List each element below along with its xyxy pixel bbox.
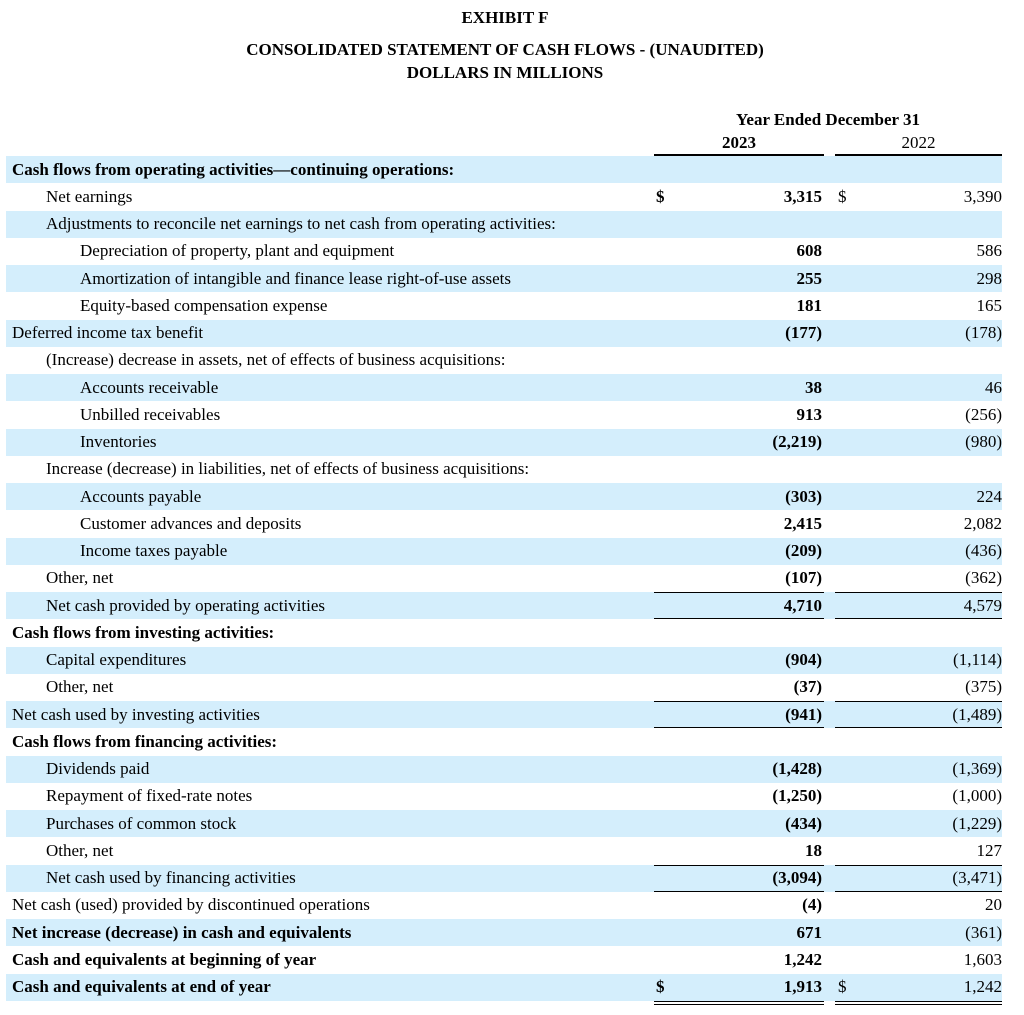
row-label: Customer advances and deposits	[80, 513, 302, 533]
row-label: Depreciation of property, plant and equipment	[80, 241, 395, 261]
value-2023: (434)	[785, 813, 822, 833]
table-row	[6, 483, 1002, 510]
cash-flow-table	[6, 156, 1002, 1001]
value-2023	[654, 728, 822, 755]
value-2022: (1,229)	[952, 813, 1002, 833]
table-row	[6, 974, 1002, 1001]
value-2023	[654, 211, 822, 238]
value-2023: (177)	[785, 323, 822, 343]
value-2022: 20	[985, 895, 1002, 915]
row-label: Net cash (used) provided by discontinued operations	[12, 895, 370, 915]
value-2023: 913	[796, 404, 822, 424]
table-row	[6, 211, 1002, 238]
table-row	[6, 320, 1002, 347]
subtotal-rule	[835, 865, 1002, 866]
table-row	[6, 810, 1002, 837]
value-2022: (375)	[965, 677, 1002, 697]
value-2023: (303)	[785, 486, 822, 506]
year-2022-header: 2022	[901, 133, 936, 152]
row-label: Deferred income tax benefit	[12, 323, 204, 343]
table-row	[6, 429, 1002, 456]
value-2022	[834, 728, 1002, 755]
table-row	[6, 865, 1002, 892]
value-2022: 224	[976, 486, 1002, 506]
row-label: Dividends paid	[46, 759, 150, 779]
value-2022: 3,390	[963, 186, 1002, 206]
value-2023: (4)	[802, 895, 822, 915]
row-label: Other, net	[46, 840, 114, 860]
row-label: Cash and equivalents at beginning of year	[12, 949, 317, 969]
value-2023: 671	[796, 922, 822, 942]
value-2023: (941)	[785, 704, 822, 724]
value-2022: (1,369)	[952, 759, 1002, 779]
table-row	[6, 565, 1002, 592]
table-row	[6, 756, 1002, 783]
value-2023: (2,219)	[772, 432, 822, 452]
value-2023: 38	[805, 377, 822, 397]
value-2022: (1,489)	[952, 704, 1002, 724]
value-2023: (209)	[785, 541, 822, 561]
value-2023: 18	[805, 840, 822, 860]
row-label: Net cash used by investing activities	[12, 704, 260, 724]
table-row	[6, 265, 1002, 292]
row-label: Cash and equivalents at end of year	[12, 977, 271, 997]
value-2023	[654, 456, 822, 483]
value-2023: 1,913	[783, 977, 822, 997]
table-row	[6, 156, 1002, 183]
value-2022: (1,114)	[953, 650, 1002, 670]
value-2022: 127	[976, 840, 1002, 860]
value-2023: (3,094)	[772, 868, 822, 888]
table-row	[6, 892, 1002, 919]
value-2022: 165	[976, 295, 1002, 315]
value-2022	[834, 156, 1002, 183]
value-2022: 586	[976, 241, 1002, 261]
value-2022: (256)	[965, 404, 1002, 424]
value-2023: 608	[796, 241, 822, 261]
row-label: Net cash provided by operating activities	[46, 595, 325, 615]
value-2022: 1,603	[963, 949, 1002, 969]
table-row	[6, 592, 1002, 619]
row-label: Purchases of common stock	[46, 813, 237, 833]
value-2022: (362)	[965, 568, 1002, 588]
table-row	[6, 238, 1002, 265]
row-label: Unbilled receivables	[80, 404, 221, 424]
value-2022: (3,471)	[952, 868, 1002, 888]
row-label: Net cash used by financing activities	[46, 868, 296, 888]
period-header: Year Ended December 31	[736, 110, 920, 129]
row-label: (Increase) decrease in assets, net of effects of business acquisitions:	[46, 350, 506, 370]
currency-symbol-2022: $	[838, 186, 847, 206]
value-2023: (1,428)	[772, 759, 822, 779]
row-label: Amortization of intangible and finance lease right-of-use assets	[80, 268, 511, 288]
subtotal-rule	[654, 592, 824, 593]
currency-symbol-2023: $	[656, 977, 665, 997]
row-label: Capital expenditures	[46, 650, 187, 670]
row-label: Repayment of fixed-rate notes	[46, 786, 253, 806]
value-2022: 1,242	[963, 977, 1002, 997]
currency-symbol-2022: $	[838, 977, 847, 997]
value-2022	[834, 619, 1002, 646]
table-row	[6, 728, 1002, 755]
value-2023: 181	[796, 295, 822, 315]
value-2023: 3,315	[783, 186, 822, 206]
value-2022: 4,579	[963, 595, 1002, 615]
value-2022: (980)	[965, 432, 1002, 452]
table-row	[6, 647, 1002, 674]
row-label: Net increase (decrease) in cash and equivalents	[12, 922, 352, 942]
row-label: Accounts receivable	[80, 377, 219, 397]
table-row	[6, 619, 1002, 646]
row-label: Increase (decrease) in liabilities, net of effects of business acquisitions:	[46, 459, 530, 479]
row-label: Accounts payable	[80, 486, 202, 506]
table-row	[6, 374, 1002, 401]
value-2023	[654, 156, 822, 183]
value-2023: 255	[796, 268, 822, 288]
value-2022: 2,082	[963, 513, 1002, 533]
table-row	[6, 456, 1002, 483]
value-2023: 1,242	[783, 949, 822, 969]
value-2022: (178)	[965, 323, 1002, 343]
table-row	[6, 783, 1002, 810]
grand-total-double-rule	[835, 1001, 1002, 1005]
row-label: Income taxes payable	[80, 541, 228, 561]
row-label: Net earnings	[46, 186, 133, 206]
value-2023: (1,250)	[772, 786, 822, 806]
value-2023	[654, 347, 822, 374]
value-2022	[834, 211, 1002, 238]
statement-title: CONSOLIDATED STATEMENT OF CASH FLOWS - (UNAUDITED)	[246, 40, 764, 59]
statement-subtitle: DOLLARS IN MILLIONS	[406, 63, 604, 82]
row-label: Inventories	[80, 432, 157, 452]
table-row	[6, 510, 1002, 537]
grand-total-double-rule	[654, 1001, 824, 1005]
value-2022	[834, 456, 1002, 483]
subtotal-rule	[835, 701, 1002, 702]
table-row	[6, 538, 1002, 565]
table-row	[6, 919, 1002, 946]
row-label: Cash flows from investing activities:	[12, 622, 275, 642]
subtotal-rule	[654, 865, 824, 866]
value-2022: (436)	[965, 541, 1002, 561]
value-2023: 4,710	[783, 595, 822, 615]
exhibit-label: EXHIBIT F	[461, 8, 549, 27]
row-label: Equity-based compensation expense	[80, 295, 328, 315]
table-row	[6, 292, 1002, 319]
subtotal-rule	[835, 592, 1002, 593]
currency-symbol-2023: $	[656, 186, 665, 206]
subtotal-rule	[654, 701, 824, 702]
value-2022: (361)	[965, 922, 1002, 942]
row-label: Other, net	[46, 677, 114, 697]
table-row	[6, 946, 1002, 973]
value-2023: 2,415	[783, 513, 822, 533]
value-2023: (904)	[785, 650, 822, 670]
row-label: Cash flows from financing activities:	[12, 731, 278, 751]
value-2023	[654, 619, 822, 646]
table-row	[6, 347, 1002, 374]
table-row	[6, 837, 1002, 864]
table-row	[6, 183, 1002, 210]
value-2023: (107)	[785, 568, 822, 588]
table-row	[6, 401, 1002, 428]
table-row	[6, 674, 1002, 701]
value-2022: (1,000)	[952, 786, 1002, 806]
value-2022: 298	[976, 268, 1002, 288]
row-label: Other, net	[46, 568, 114, 588]
row-label: Cash flows from operating activities—continuing operations:	[12, 159, 455, 179]
value-2022	[834, 347, 1002, 374]
value-2022: 46	[985, 377, 1002, 397]
value-2023: (37)	[793, 677, 822, 697]
row-label: Adjustments to reconcile net earnings to net cash from operating activities:	[46, 214, 556, 234]
table-row	[6, 701, 1002, 728]
year-2023-header: 2023	[722, 133, 756, 152]
